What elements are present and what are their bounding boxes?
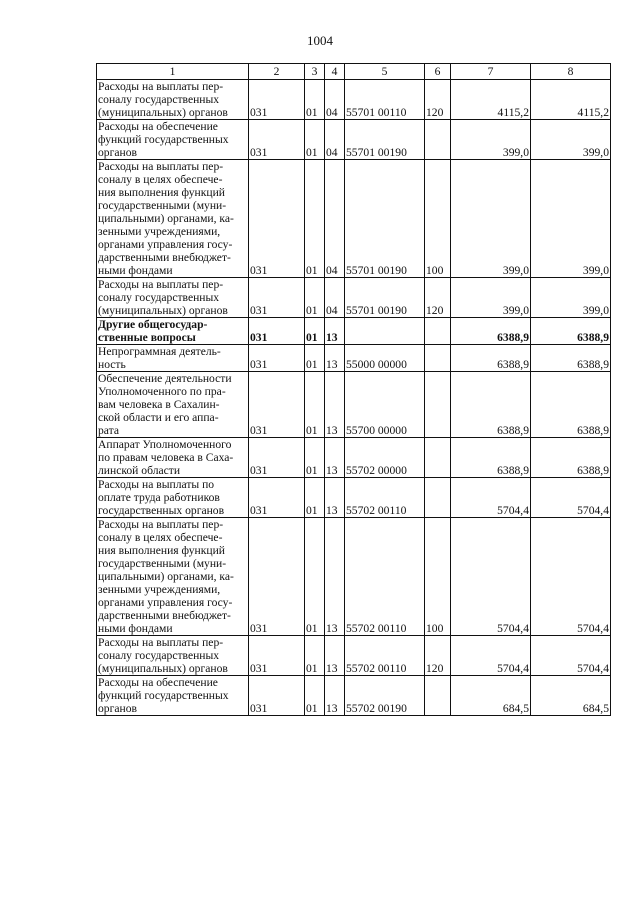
amount-cell: 5704,4: [531, 636, 611, 676]
target-article-cell: 55702 00190: [345, 676, 425, 716]
subsection-code-cell: 13: [325, 518, 345, 636]
expense-type-cell: [425, 478, 451, 518]
column-header: 4: [325, 64, 345, 80]
column-header: 7: [451, 64, 531, 80]
subsection-code-cell: 04: [325, 80, 345, 120]
item-name-line: Аппарат Уполномоченного: [98, 438, 232, 451]
expense-type-cell: [425, 438, 451, 478]
subsection-code-cell: 13: [325, 372, 345, 438]
expense-type-cell: 120: [425, 278, 451, 318]
column-header: 8: [531, 64, 611, 80]
column-header: 3: [305, 64, 325, 80]
item-name-cell: [97, 160, 249, 278]
amount-cell: 399,0: [451, 160, 531, 278]
section-code-cell: 01: [305, 438, 325, 478]
table-row: [97, 372, 611, 438]
item-name-cell: [97, 345, 249, 372]
subsection-code-cell: 04: [325, 278, 345, 318]
item-name-cell: [97, 676, 249, 716]
amount-cell: 684,5: [451, 676, 531, 716]
item-name-line: ность: [98, 358, 126, 371]
section-code-cell: 01: [305, 120, 325, 160]
item-name-line: Другие общегосудар-: [98, 318, 208, 331]
chapter-code-cell: 031: [249, 636, 305, 676]
item-name-cell: [97, 80, 249, 120]
target-article-cell: 55701 00190: [345, 160, 425, 278]
item-name-cell: [97, 372, 249, 438]
target-article-cell: 55701 00190: [345, 120, 425, 160]
item-name-line: соналу государственных: [98, 93, 220, 106]
item-name-line: Уполномоченного по пра-: [98, 385, 226, 398]
table-row: [97, 160, 611, 278]
item-name-line: Непрограммная деятель-: [98, 345, 221, 358]
target-article-cell: 55700 00000: [345, 372, 425, 438]
expense-type-cell: 100: [425, 160, 451, 278]
item-name-line: ными фондами: [98, 264, 173, 277]
item-name-line: ципальными) органами, ка-: [98, 212, 234, 225]
item-name-line: Расходы на выплаты пер-: [98, 278, 224, 291]
item-name-line: дарственными внебюджет-: [98, 251, 231, 264]
section-code-cell: 01: [305, 676, 325, 716]
item-name-line: ния выполнения функций: [98, 544, 225, 557]
table-row: [97, 636, 611, 676]
item-name-line: органами управления госу-: [98, 238, 233, 251]
amount-cell: 6388,9: [451, 345, 531, 372]
item-name-cell: [97, 478, 249, 518]
chapter-code-cell: 031: [249, 318, 305, 345]
item-name-line: вам человека в Сахалин-: [98, 398, 220, 411]
target-article-cell: 55701 00110: [345, 80, 425, 120]
section-code-cell: 01: [305, 278, 325, 318]
amount-cell: 6388,9: [451, 438, 531, 478]
amount-cell: 5704,4: [531, 518, 611, 636]
expense-type-cell: [425, 318, 451, 345]
table-row: [97, 345, 611, 372]
item-name-line: государственных органов: [98, 504, 225, 517]
section-code-cell: 01: [305, 478, 325, 518]
table-row: [97, 318, 611, 345]
item-name-line: Расходы на выплаты пер-: [98, 160, 224, 173]
item-name-line: соналу в целях обеспече-: [98, 173, 223, 186]
section-code-cell: 01: [305, 160, 325, 278]
item-name-line: органов: [98, 146, 137, 159]
section-code-cell: 01: [305, 318, 325, 345]
budget-table: [96, 63, 611, 716]
expense-type-cell: [425, 345, 451, 372]
target-article-cell: 55702 00110: [345, 518, 425, 636]
amount-cell: 5704,4: [451, 518, 531, 636]
item-name-line: линской области: [98, 464, 181, 477]
item-name-line: ственные вопросы: [98, 331, 196, 344]
item-name-line: (муниципальных) органов: [98, 304, 228, 317]
subsection-code-cell: 04: [325, 160, 345, 278]
column-header: 1: [97, 64, 249, 80]
item-name-line: соналу государственных: [98, 291, 220, 304]
amount-cell: 6388,9: [531, 345, 611, 372]
table-row: [97, 278, 611, 318]
section-code-cell: 01: [305, 636, 325, 676]
item-name-line: ния выполнения функций: [98, 186, 225, 199]
item-name-line: Расходы на обеспечение: [98, 676, 218, 689]
subsection-code-cell: 13: [325, 345, 345, 372]
chapter-code-cell: 031: [249, 372, 305, 438]
amount-cell: 6388,9: [451, 372, 531, 438]
table-row: [97, 438, 611, 478]
item-name-line: органами управления госу-: [98, 596, 233, 609]
subsection-code-cell: 13: [325, 636, 345, 676]
section-code-cell: 01: [305, 345, 325, 372]
section-code-cell: 01: [305, 518, 325, 636]
item-name-line: зенными учреждениями,: [98, 225, 221, 238]
item-name-line: государственными (муни-: [98, 557, 227, 570]
table-row: [97, 478, 611, 518]
expense-type-cell: [425, 676, 451, 716]
page-number: 1004: [307, 33, 333, 48]
item-name-cell: [97, 636, 249, 676]
item-name-line: рата: [98, 424, 119, 437]
amount-cell: 5704,4: [451, 636, 531, 676]
expense-type-cell: 100: [425, 518, 451, 636]
item-name-line: по правам человека в Саха-: [98, 451, 234, 464]
chapter-code-cell: 031: [249, 478, 305, 518]
item-name-line: Расходы на выплаты пер-: [98, 80, 224, 93]
item-name-cell: [97, 438, 249, 478]
amount-cell: 399,0: [451, 120, 531, 160]
amount-cell: 399,0: [531, 278, 611, 318]
subsection-code-cell: 13: [325, 478, 345, 518]
chapter-code-cell: 031: [249, 676, 305, 716]
amount-cell: 5704,4: [531, 478, 611, 518]
item-name-line: Расходы на выплаты пер-: [98, 636, 224, 649]
item-name-line: соналу государственных: [98, 649, 220, 662]
item-name-line: Расходы на выплаты по: [98, 478, 215, 491]
item-name-cell: [97, 318, 249, 345]
chapter-code-cell: 031: [249, 518, 305, 636]
item-name-cell: [97, 278, 249, 318]
amount-cell: 399,0: [451, 278, 531, 318]
item-name-cell: [97, 518, 249, 636]
item-name-line: (муниципальных) органов: [98, 106, 228, 119]
table-row: [97, 80, 611, 120]
amount-cell: 6388,9: [451, 318, 531, 345]
target-article-cell: 55702 00110: [345, 478, 425, 518]
item-name-line: (муниципальных) органов: [98, 662, 228, 675]
expense-type-cell: 120: [425, 80, 451, 120]
target-article-cell: 55701 00190: [345, 278, 425, 318]
amount-cell: 684,5: [531, 676, 611, 716]
subsection-code-cell: 13: [325, 676, 345, 716]
chapter-code-cell: 031: [249, 120, 305, 160]
item-name-line: ными фондами: [98, 622, 173, 635]
item-name-cell: [97, 120, 249, 160]
subsection-code-cell: 13: [325, 438, 345, 478]
subsection-code-cell: 13: [325, 318, 345, 345]
item-name-line: ципальными) органами, ка-: [98, 570, 234, 583]
chapter-code-cell: 031: [249, 160, 305, 278]
item-name-line: ской области и его аппа-: [98, 411, 219, 424]
item-name-line: органов: [98, 702, 137, 715]
item-name-line: дарственными внебюджет-: [98, 609, 231, 622]
column-header: 2: [249, 64, 305, 80]
item-name-line: соналу в целях обеспече-: [98, 531, 223, 544]
item-name-line: Расходы на обеспечение: [98, 120, 218, 133]
chapter-code-cell: 031: [249, 438, 305, 478]
amount-cell: 6388,9: [531, 438, 611, 478]
expense-type-cell: 120: [425, 636, 451, 676]
chapter-code-cell: 031: [249, 278, 305, 318]
target-article-cell: 55702 00000: [345, 438, 425, 478]
target-article-cell: [345, 318, 425, 345]
section-code-cell: 01: [305, 372, 325, 438]
item-name-line: зенными учреждениями,: [98, 583, 221, 596]
amount-cell: 6388,9: [531, 318, 611, 345]
chapter-code-cell: 031: [249, 80, 305, 120]
target-article-cell: 55000 00000: [345, 345, 425, 372]
amount-cell: 4115,2: [531, 80, 611, 120]
subsection-code-cell: 04: [325, 120, 345, 160]
item-name-line: функций государственных: [98, 689, 229, 702]
amount-cell: 399,0: [531, 120, 611, 160]
table-row: [97, 518, 611, 636]
section-code-cell: 01: [305, 80, 325, 120]
table-body: [97, 80, 611, 716]
column-header: 6: [425, 64, 451, 80]
item-name-line: оплате труда работников: [98, 491, 220, 504]
amount-cell: 399,0: [531, 160, 611, 278]
amount-cell: 5704,4: [451, 478, 531, 518]
table-row: [97, 120, 611, 160]
expense-type-cell: [425, 120, 451, 160]
item-name-line: государственными (муни-: [98, 199, 227, 212]
target-article-cell: 55702 00110: [345, 636, 425, 676]
amount-cell: 6388,9: [531, 372, 611, 438]
amount-cell: 4115,2: [451, 80, 531, 120]
chapter-code-cell: 031: [249, 345, 305, 372]
column-header-row: [97, 64, 611, 80]
item-name-line: Расходы на выплаты пер-: [98, 518, 224, 531]
item-name-line: Обеспечение деятельности: [98, 372, 232, 385]
expense-type-cell: [425, 372, 451, 438]
table-row: [97, 676, 611, 716]
column-header: 5: [345, 64, 425, 80]
item-name-line: функций государственных: [98, 133, 229, 146]
